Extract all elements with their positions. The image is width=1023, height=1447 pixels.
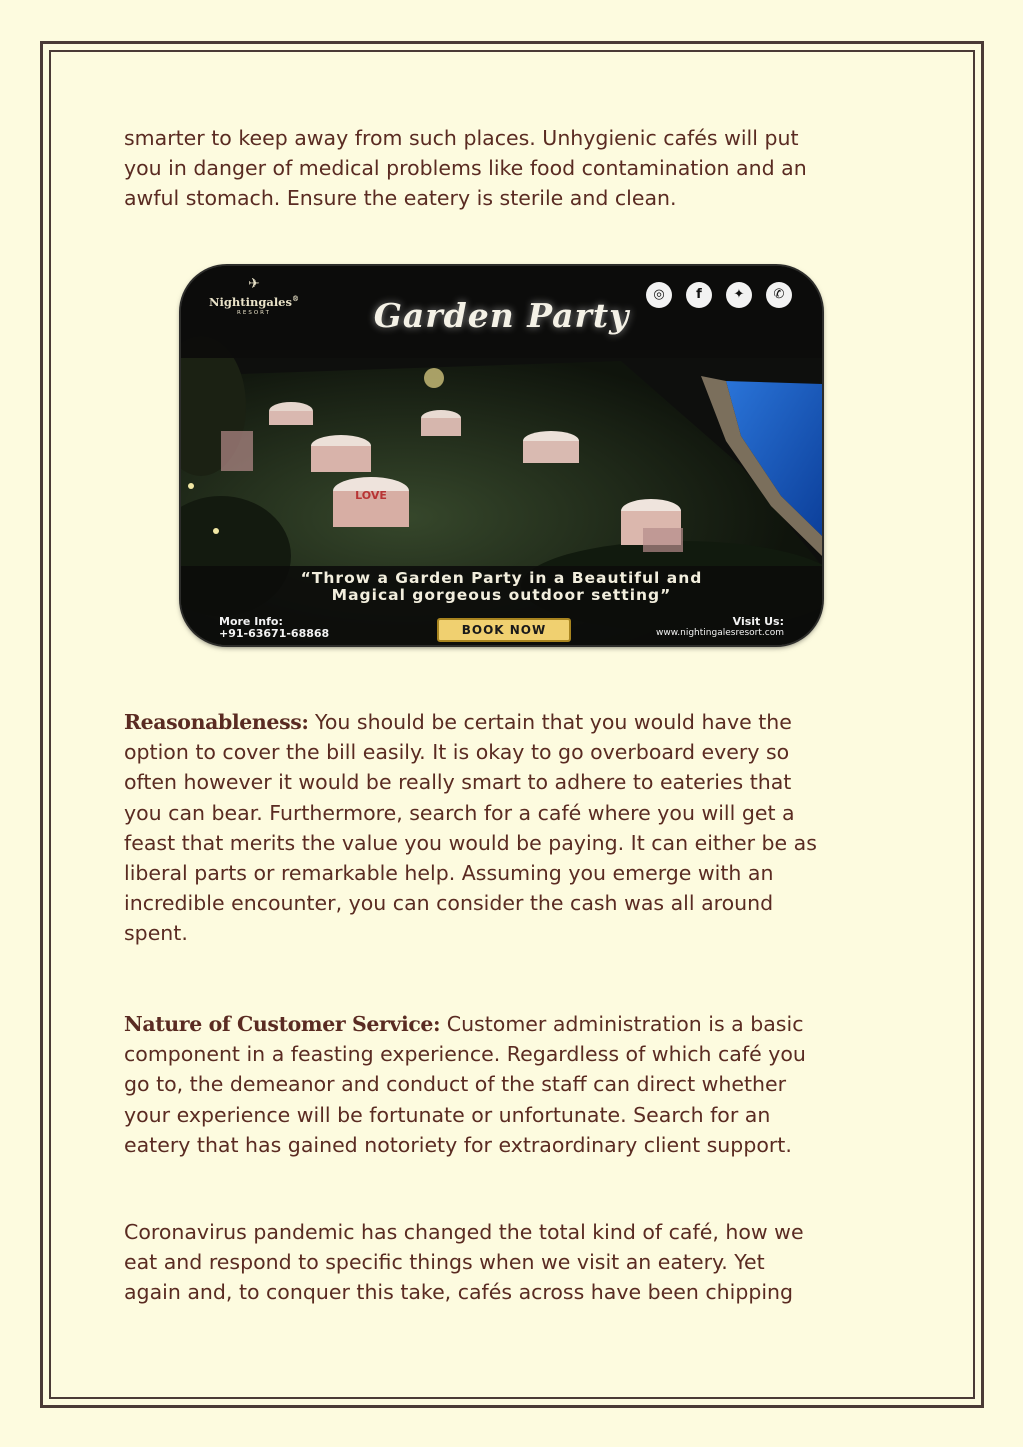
more-info-label: More Info: [219, 615, 283, 628]
book-now-button: BOOK NOW [437, 618, 571, 642]
paragraph-coronavirus: Coronavirus pandemic has changed the total kind of café, how we eat and respond to specific things when we visit an eatery. Yet again and, to conquer this take, cafés across have been chipping [124, 1220, 804, 1305]
paragraph-hygiene: smarter to keep away from such places. Unhygienic cafés will put you in danger of medical problems like food contamination and an awful stomach. Ensure the eatery is sterile and clean. [124, 126, 807, 211]
facebook-icon: f [686, 282, 712, 308]
lamp-glow [424, 368, 444, 388]
table-2-cloth [421, 418, 461, 436]
bench-left [221, 431, 253, 471]
table-3-cloth [311, 446, 371, 472]
garden-light-2 [213, 528, 219, 534]
bird-logo-icon: ✈ [248, 276, 260, 292]
garden-party-banner [181, 266, 822, 645]
heading-customer-service: Nature of Customer Service: [124, 1012, 441, 1036]
visit-us [656, 616, 784, 639]
twitter-icon: ✦ [726, 282, 752, 308]
table-love-label: LOVE [355, 489, 387, 502]
heading-reasonableness: Reasonableness: [124, 710, 309, 734]
banner-title: Garden Party [373, 296, 630, 335]
brand-name: Nightingales [209, 294, 292, 309]
customer-service-body: Customer administration is a basic component in a feasting experience. Regardless of which café you go to, the demeanor and conduct of the staff can direct whether your experience will be fortunate or unfortunate. Search for an eatery that has gained notoriety for extraordinary client support. [124, 1012, 806, 1157]
more-info [219, 616, 329, 639]
table-1-cloth [269, 411, 313, 425]
paragraph-customer-service [124, 1009, 914, 1160]
website-url: www.nightingalesresort.com [656, 627, 784, 638]
bench-right [643, 528, 683, 552]
phone-number: +91-63671-68868 [219, 626, 330, 640]
whatsapp-icon: ✆ [766, 282, 792, 308]
brand-subtitle: RESORT [237, 309, 271, 316]
paragraph-reasonableness [124, 707, 914, 949]
table-4-cloth [523, 441, 579, 463]
visit-us-label: Visit Us: [732, 615, 784, 628]
brand-registered-mark: ® [291, 294, 299, 303]
banner-quote: “Throw a Garden Party in a Beautiful and Magical gorgeous outdoor setting” [300, 569, 703, 604]
garden-light-1 [188, 483, 194, 489]
reasonableness-body: You should be certain that you would have the option to cover the bill easily. It is okay to go overboard every so often however it would be really smart to adhere to eateries that you can bear. Furthermore, search for a café where you will get a feast that merits the value you would be paying. It can either be as liberal parts or remarkable help. Assuming you emerge with an incredible encounter, you can consider the cash was all around spent. [124, 710, 817, 946]
instagram-icon: ◎ [646, 282, 672, 308]
